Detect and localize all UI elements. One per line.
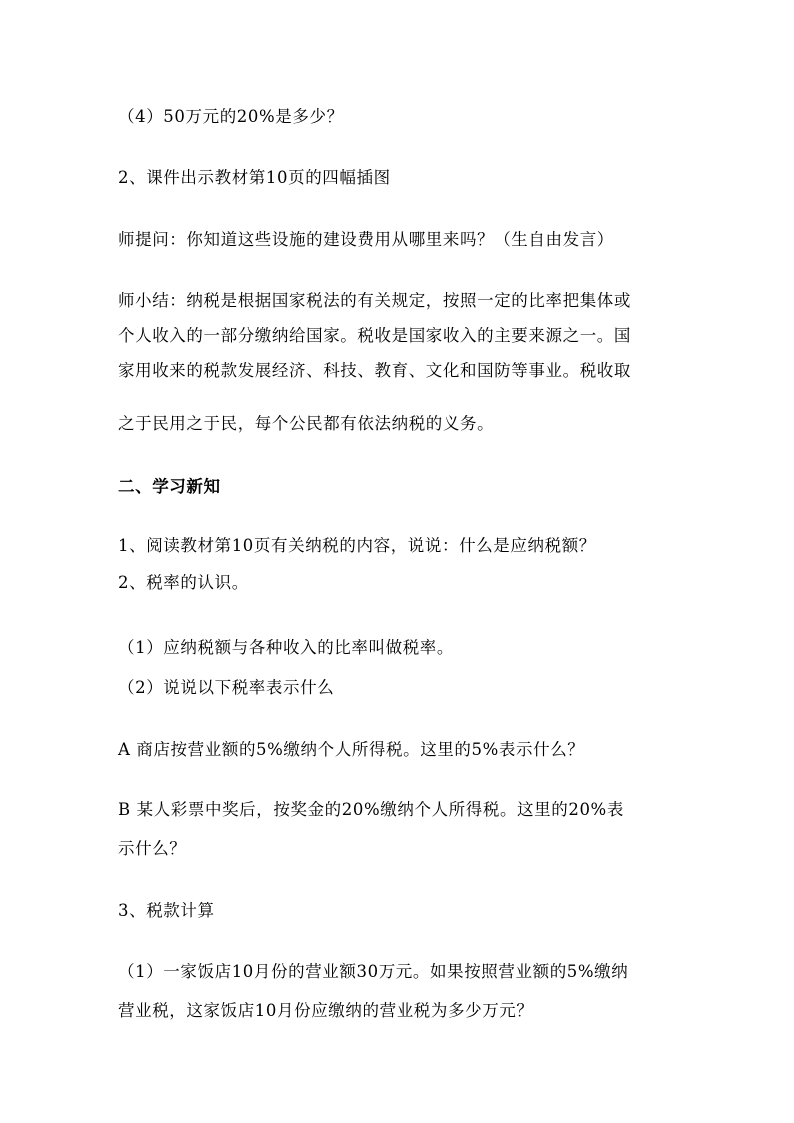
teacher-question: 师提问：你知道这些设施的建设费用从哪里来吗？（生自由发言） bbox=[118, 230, 614, 249]
teacher-summary-line-3: 家用收来的税款发展经济、科技、教育、文化和国防等事业。税收取 bbox=[118, 361, 631, 380]
step-1-reading: 1、阅读教材第10页有关纳税的内容，说说：什么是应纳税额？ bbox=[118, 536, 596, 555]
step-2-tax-rate: 2、税率的认识。 bbox=[118, 573, 249, 592]
teacher-summary-line-2: 个人收入的一部分缴纳给国家。税收是国家收入的主要来源之一。国 bbox=[118, 326, 631, 345]
example-b-line-1: B 某人彩票中奖后，按奖金的20%缴纳个人所得税。这里的20%表 bbox=[118, 800, 624, 819]
question-4: （4）50万元的20%是多少？ bbox=[118, 107, 344, 126]
courseware-step: 2、课件出示教材第10页的四幅插图 bbox=[118, 168, 391, 187]
problem-1-line-1: （1）一家饭店10月份的营业额30万元。如果按照营业额的5%缴纳 bbox=[118, 962, 629, 981]
teacher-summary-line-1: 师小结：纳税是根据国家税法的有关规定，按照一定的比率把集体或 bbox=[118, 291, 631, 310]
explain-tax-rates: （2）说说以下税率表示什么 bbox=[118, 678, 335, 697]
problem-1-line-2: 营业税，这家饭店10月份应缴纳的营业税为多少万元？ bbox=[118, 1001, 534, 1020]
step-3-tax-calculation: 3、税款计算 bbox=[118, 901, 215, 920]
example-b-line-2: 示什么？ bbox=[118, 839, 187, 858]
definition-tax-rate: （1）应纳税额与各种收入的比率叫做税率。 bbox=[118, 638, 454, 657]
example-a: A 商店按营业额的5%缴纳个人所得税。这里的5%表示什么？ bbox=[118, 740, 585, 759]
teacher-summary-line-4: 之于民用之于民，每个公民都有依法纳税的义务。 bbox=[118, 414, 495, 433]
section-heading-new-knowledge: 二、学习新知 bbox=[118, 477, 221, 496]
